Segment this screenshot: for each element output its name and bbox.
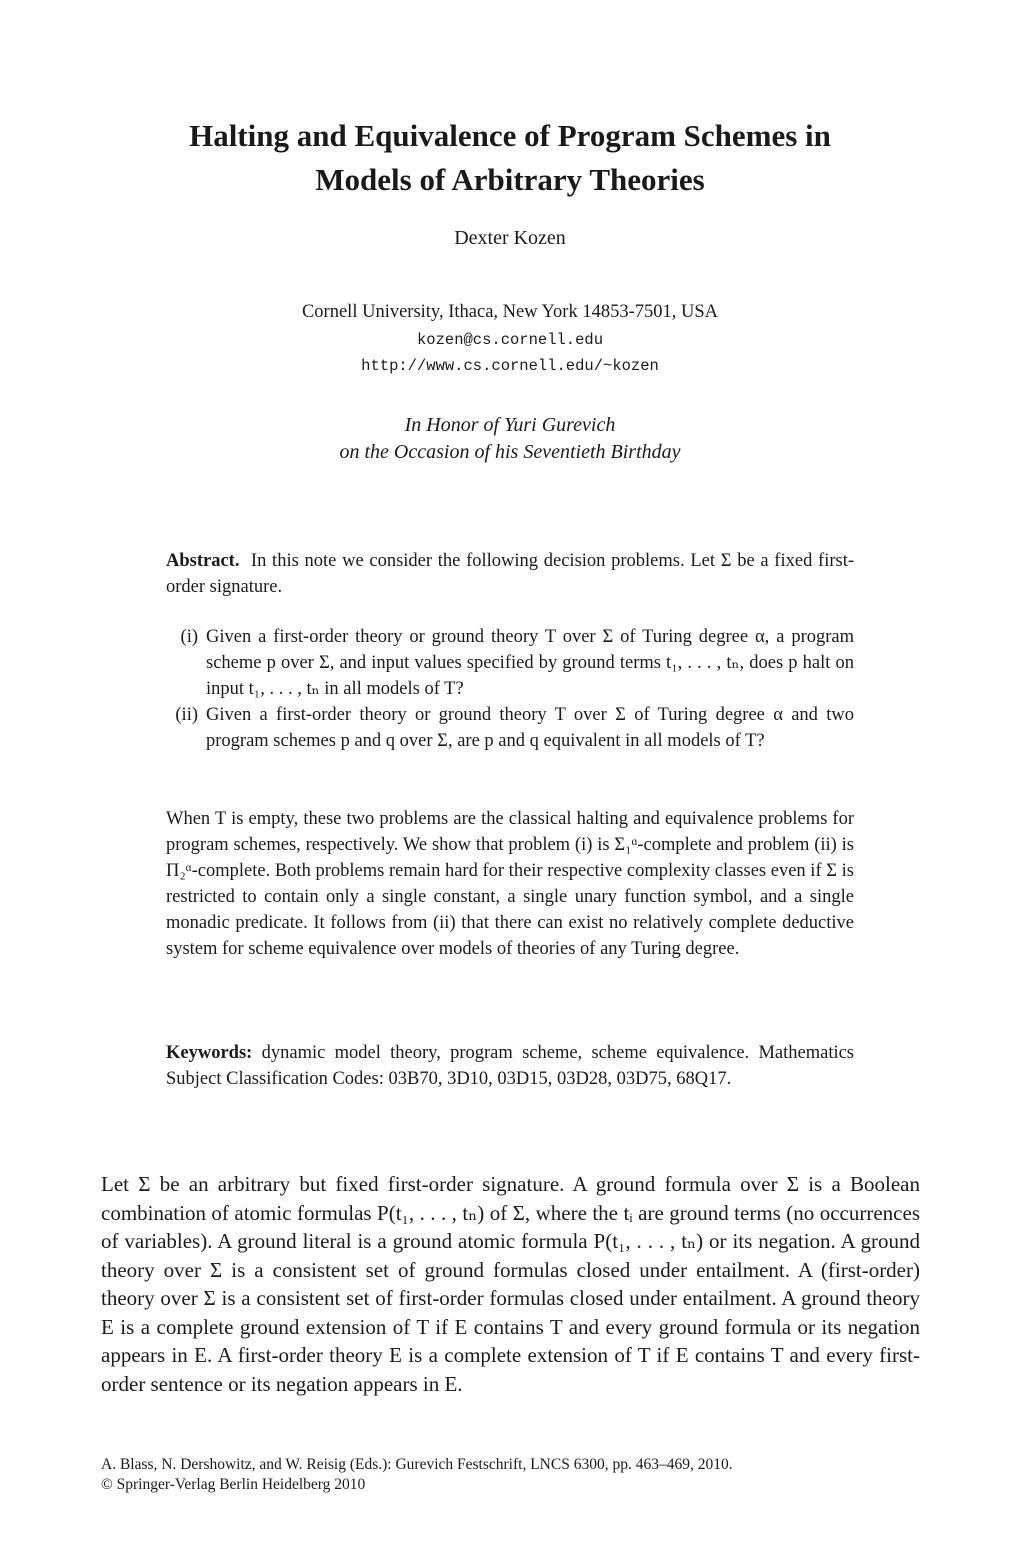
problem-list xyxy=(166,624,854,754)
keywords-text: dynamic model theory, program scheme, scheme equivalence. Mathematics Subject Classification Codes: 03B70, 3D10, 03D15, 03D28, 03D75, 68Q17. xyxy=(166,1043,855,1089)
abstract-intro-text: In this note we consider the following decision problems. Let Σ be a fixed first-order signature. xyxy=(166,551,855,597)
abstract-intro xyxy=(166,548,854,600)
problem-text: Given a first-order theory or ground theory T over Σ of Turing degree α, a program scheme p over Σ, and input values specified by ground terms t₁, . . . , tₙ, does p halt on input t₁, . . . , tₙ in all models of T? xyxy=(206,627,854,699)
problem-text: Given a first-order theory or ground theory T over Σ of Turing degree α and two program schemes p and q over Σ, are p and q equivalent in all models of T? xyxy=(206,705,854,751)
keywords-label: Keywords: xyxy=(166,1043,253,1063)
author-url[interactable]: http://www.cs.cornell.edu/~kozen xyxy=(361,357,659,375)
title-line-2: Models of Arbitrary Theories xyxy=(315,162,705,197)
dedication xyxy=(0,412,1020,466)
author-email[interactable]: kozen@cs.cornell.edu xyxy=(416,331,604,349)
body-paragraph: Let Σ be an arbitrary but fixed first-order signature. A ground formula over Σ is a Boolean combination of atomic formulas P(t₁, . . . , tₙ) of Σ, where the tᵢ are ground terms (no occurrences of variables). A ground literal is a ground atomic formula P(t₁, . . . , tₙ) or its negation. A ground theory over Σ is a consistent set of ground formulas closed under entailment. A (first-order) theory over Σ is a consistent set of first-order formulas closed under entailment. A ground theory E is a complete ground extension of T if E contains T and every ground formula or its negation appears in E. A first-order theory E is a complete extension of T if E contains T and every first-order sentence or its negation appears in E. xyxy=(101,1172,920,1396)
title-line-1: Halting and Equivalence of Program Schemes in xyxy=(189,118,831,153)
abstract-label: Abstract. xyxy=(166,551,240,571)
dedication-line-1: In Honor of Yuri Gurevich xyxy=(404,414,616,436)
problem-label: (ii) xyxy=(175,705,198,725)
footer-citation xyxy=(101,1455,733,1495)
footer-line-1: A. Blass, N. Dershowitz, and W. Reisig (Eds.): Gurevich Festschrift, LNCS 6300, pp. 463–469, 2010. xyxy=(101,1456,733,1473)
footer-line-2: © Springer-Verlag Berlin Heidelberg 2010 xyxy=(101,1476,366,1493)
paper-title xyxy=(0,114,1020,202)
problem-label: (i) xyxy=(180,627,198,647)
author-name: Dexter Kozen xyxy=(454,227,566,249)
author-affiliation: Cornell University, Ithaca, New York 14853-7501, USA xyxy=(301,302,719,322)
problem-item xyxy=(166,702,854,754)
keywords xyxy=(166,1040,854,1092)
problem-item xyxy=(166,624,854,702)
abstract-paragraph: When T is empty, these two problems are the classical halting and equivalence problems for program schemes, respectively. We show that problem (i) is Σ₁ᵅ-complete and problem (ii) is Π₂ᵅ-complete. Both problems remain hard for their respective complexity classes even if Σ is restricted to contain only a single constant, a single unary function symbol, and a single monadic predicate. It follows from (ii) that there can exist no relatively complete deductive system for scheme equivalence over models of theories of any Turing degree. xyxy=(166,809,854,959)
dedication-line-2: on the Occasion of his Seventieth Birthday xyxy=(339,441,681,463)
